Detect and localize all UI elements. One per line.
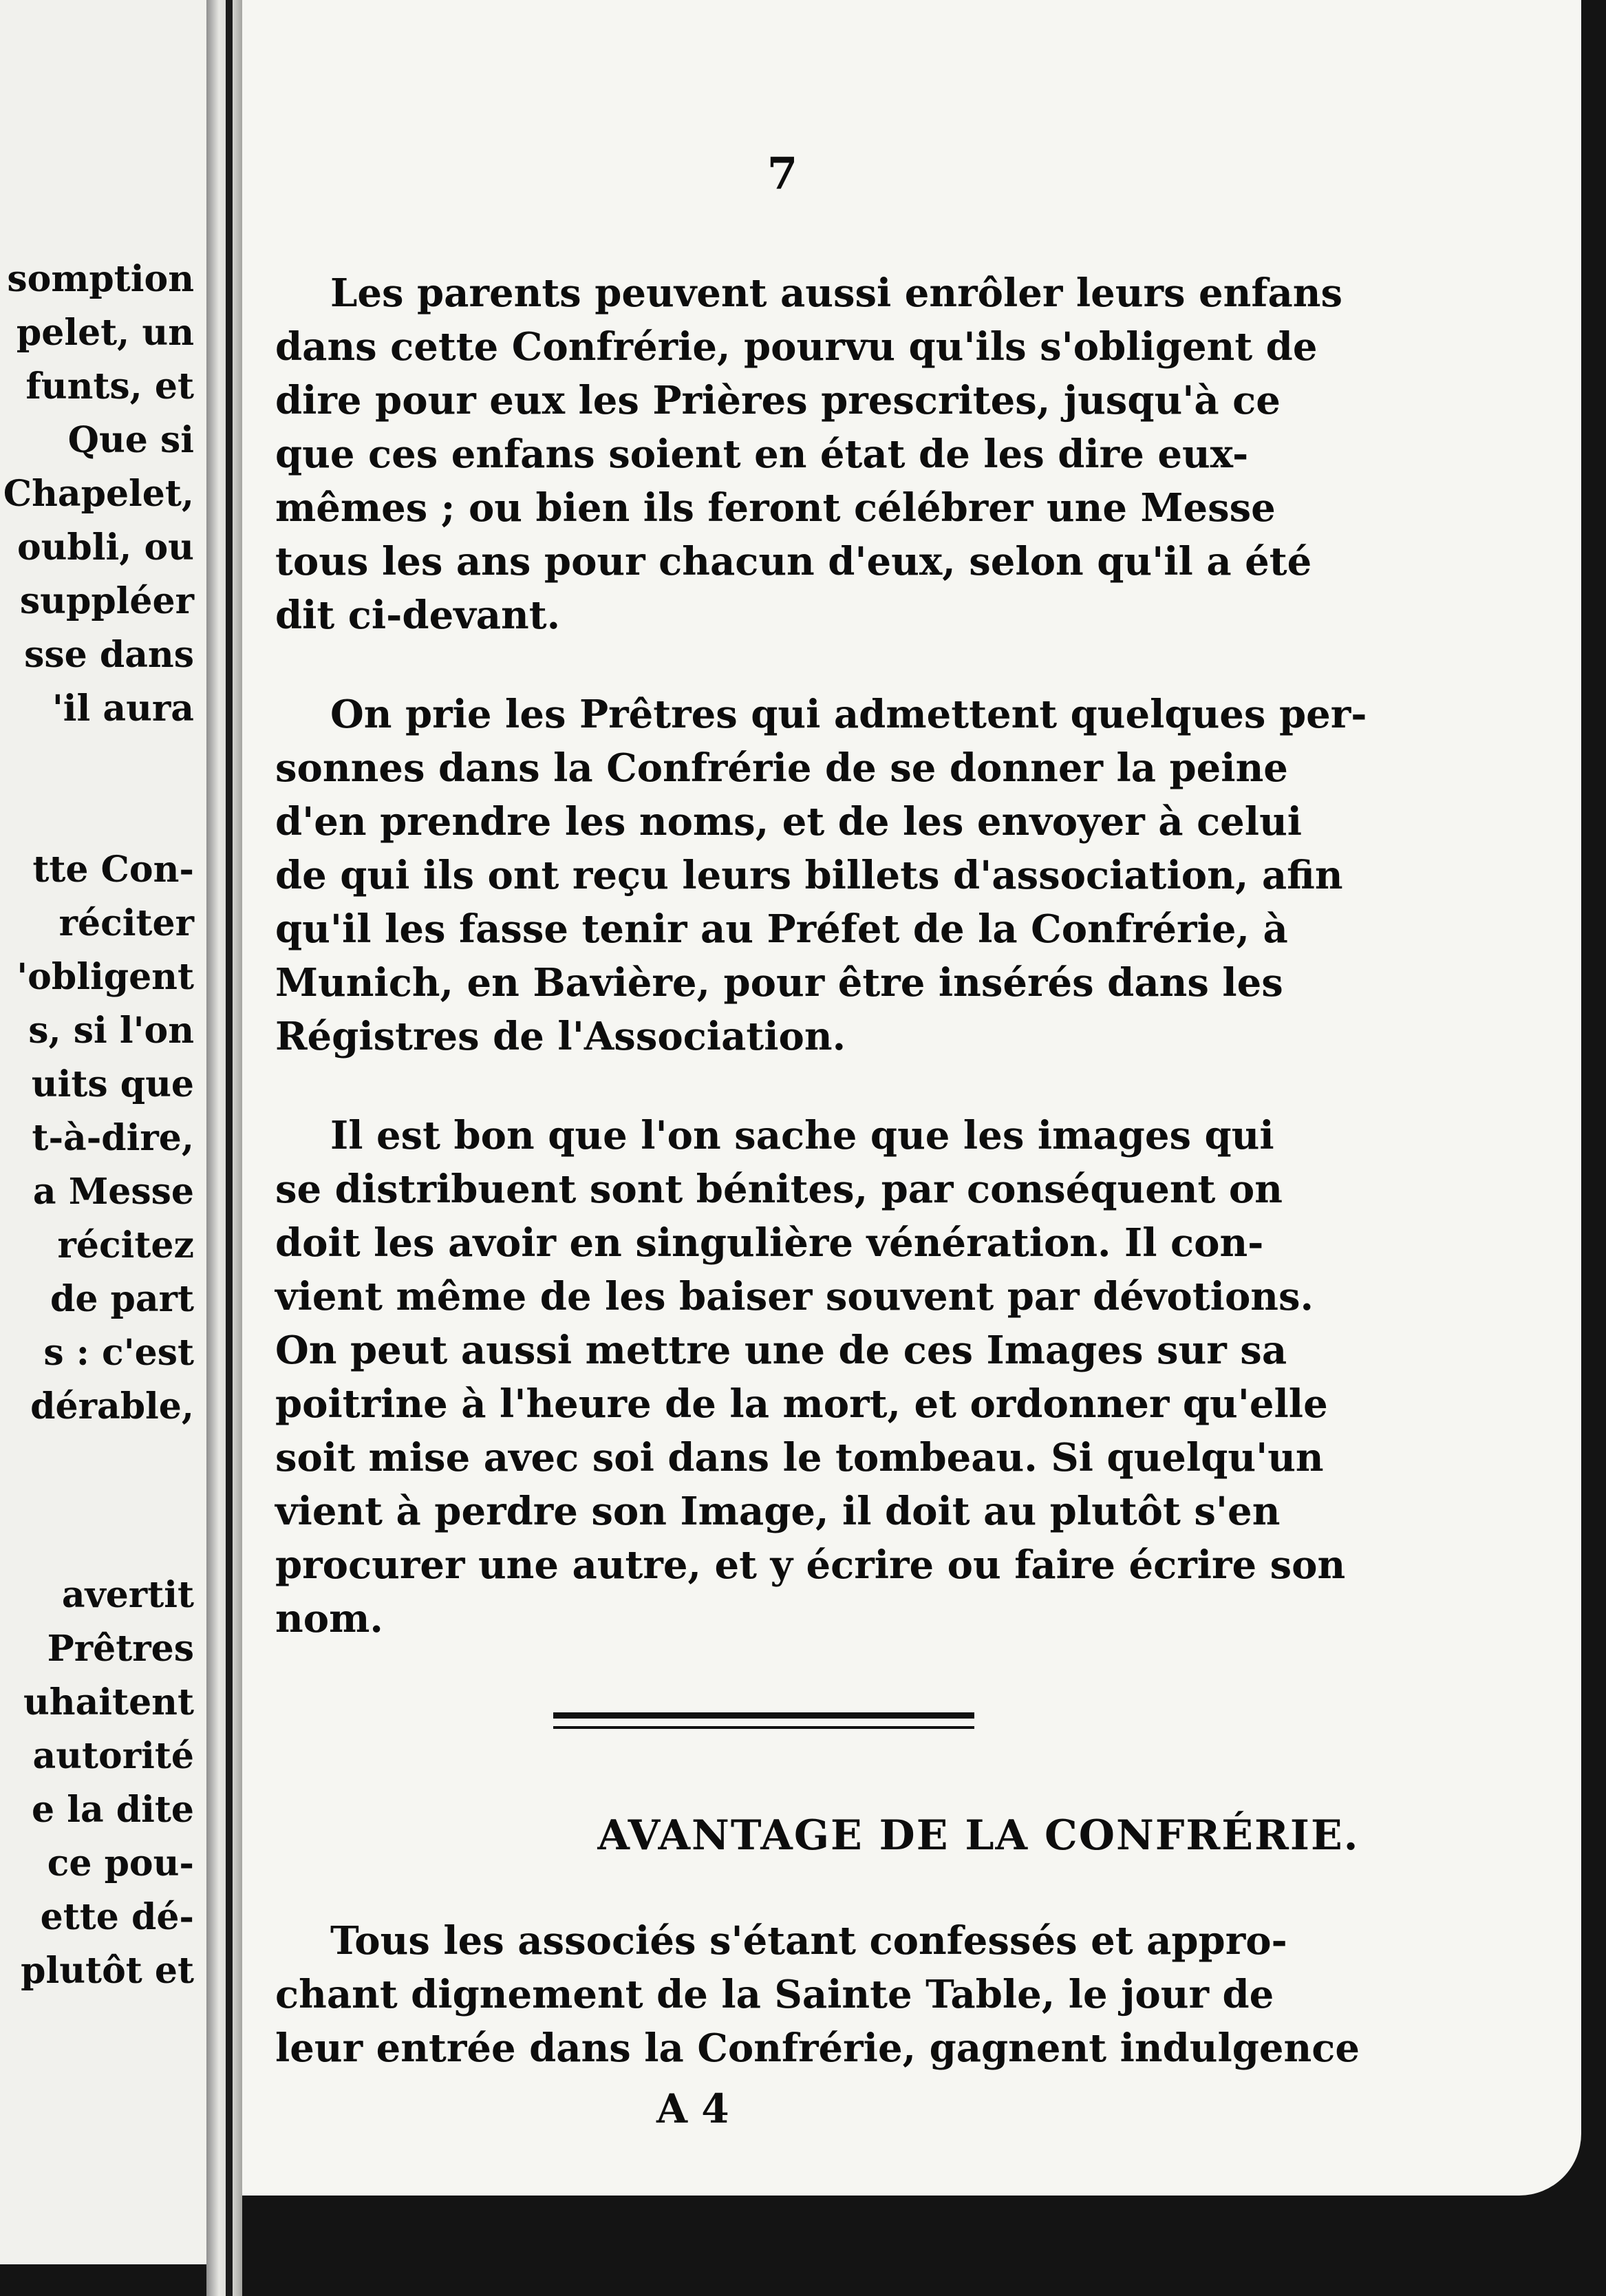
text-line: tous les ans pour chacun d'eux, selon qu'il a été [275, 539, 1312, 584]
text-line: dire pour eux les Prières prescrites, jusqu'à ce [275, 378, 1281, 423]
section-heading: AVANTAGE DE LA CONFRÉRIE. [597, 1811, 1360, 1860]
left-page-line: de part [50, 1278, 194, 1320]
left-page-line: Que si [67, 419, 194, 461]
left-page-line: autorité [32, 1735, 194, 1777]
text-line: Tous les associés s'étant confessés et appro- [330, 1918, 1287, 1964]
left-page-line: sse dans [24, 634, 194, 676]
left-page-line: tte Con- [32, 849, 194, 891]
text-line: vient même de les baiser souvent par dévotions. [275, 1274, 1314, 1319]
left-page-line: s : c'est [43, 1332, 194, 1374]
text-line: de qui ils ont reçu leurs billets d'association, afin [275, 853, 1343, 898]
text-line: sonnes dans la Confrérie de se donner la peine [275, 745, 1288, 791]
text-line: Il est bon que l'on sache que les images qui [330, 1113, 1274, 1158]
left-page-line: e la dite [32, 1789, 194, 1831]
text-line: Régistres de l'Association. [275, 1014, 846, 1059]
text-line: procurer une autre, et y écrire ou faire écrire son [275, 1542, 1346, 1588]
left-page-line: somption [7, 258, 194, 300]
left-page-line: réciter [58, 902, 194, 944]
text-line: poitrine à l'heure de la mort, et ordonner qu'elle [275, 1381, 1328, 1427]
text-line: vient à perdre son Image, il doit au plutôt s'en [275, 1489, 1281, 1534]
left-page-line: oubli, ou [17, 527, 194, 568]
text-line: d'en prendre les noms, et de les envoyer à celui [275, 799, 1303, 844]
signature-mark: A 4 [656, 2085, 729, 2132]
text-line: doit les avoir en singulière vénération. Il con- [275, 1220, 1264, 1266]
left-page-line: uits que [31, 1063, 194, 1105]
text-line: se distribuent sont bénites, par conséquent on [275, 1167, 1283, 1212]
left-page-line: suppléer [19, 580, 194, 622]
left-page-line: ce pou- [47, 1842, 194, 1884]
left-page-line: 'il aura [52, 688, 194, 730]
text-line: qu'il les fasse tenir au Préfet de la Confrérie, à [275, 906, 1288, 952]
text-line: soit mise avec soi dans le tombeau. Si quelqu'un [275, 1435, 1324, 1480]
text-line: mêmes ; ou bien ils feront célébrer une Messe [275, 485, 1276, 531]
text-line: On peut aussi mettre une de ces Images sur sa [275, 1328, 1287, 1373]
left-page-line: Prêtres [47, 1628, 194, 1670]
left-page-line: funts, et [25, 365, 194, 407]
text-line: chant dignement de la Sainte Table, le jour de [275, 1972, 1274, 2017]
text-line: que ces enfans soient en état de les dire eux- [275, 432, 1249, 477]
left-page-line: plutôt et [21, 1950, 194, 1992]
page-number: 7 [767, 148, 798, 200]
text-line: On prie les Prêtres qui admettent quelques per- [330, 692, 1367, 737]
left-page-line: dérable, [30, 1385, 194, 1427]
left-page-line: uhaitent [23, 1681, 194, 1723]
main-page [242, 0, 1581, 2196]
text-line: Les parents peuvent aussi enrôler leurs enfans [330, 270, 1342, 316]
book-gutter [206, 0, 242, 2296]
left-page-line: pelet, un [16, 312, 194, 354]
left-facing-page [0, 0, 206, 2264]
left-page-line: récitez [57, 1224, 194, 1266]
text-line: nom. [275, 1596, 383, 1641]
section-rule-thick [553, 1712, 974, 1719]
left-page-line: t-à-dire, [32, 1117, 194, 1159]
text-line: dans cette Confrérie, pourvu qu'ils s'obligent de [275, 324, 1318, 370]
left-page-line: 'obligent [17, 956, 194, 998]
left-page-line: s, si l'on [28, 1010, 194, 1052]
left-page-line: ette dé- [40, 1896, 194, 1938]
text-line: leur entrée dans la Confrérie, gagnent indulgence [275, 2026, 1360, 2071]
page-edge-shadow [226, 0, 233, 2296]
left-page-line: avertit [61, 1574, 194, 1616]
left-page-line: a Messe [32, 1171, 194, 1213]
section-rule-thin [553, 1726, 974, 1729]
left-page-line: Chapelet, [3, 473, 194, 515]
text-line: Munich, en Bavière, pour être insérés dans les [275, 960, 1283, 1006]
text-line: dit ci-devant. [275, 593, 561, 638]
